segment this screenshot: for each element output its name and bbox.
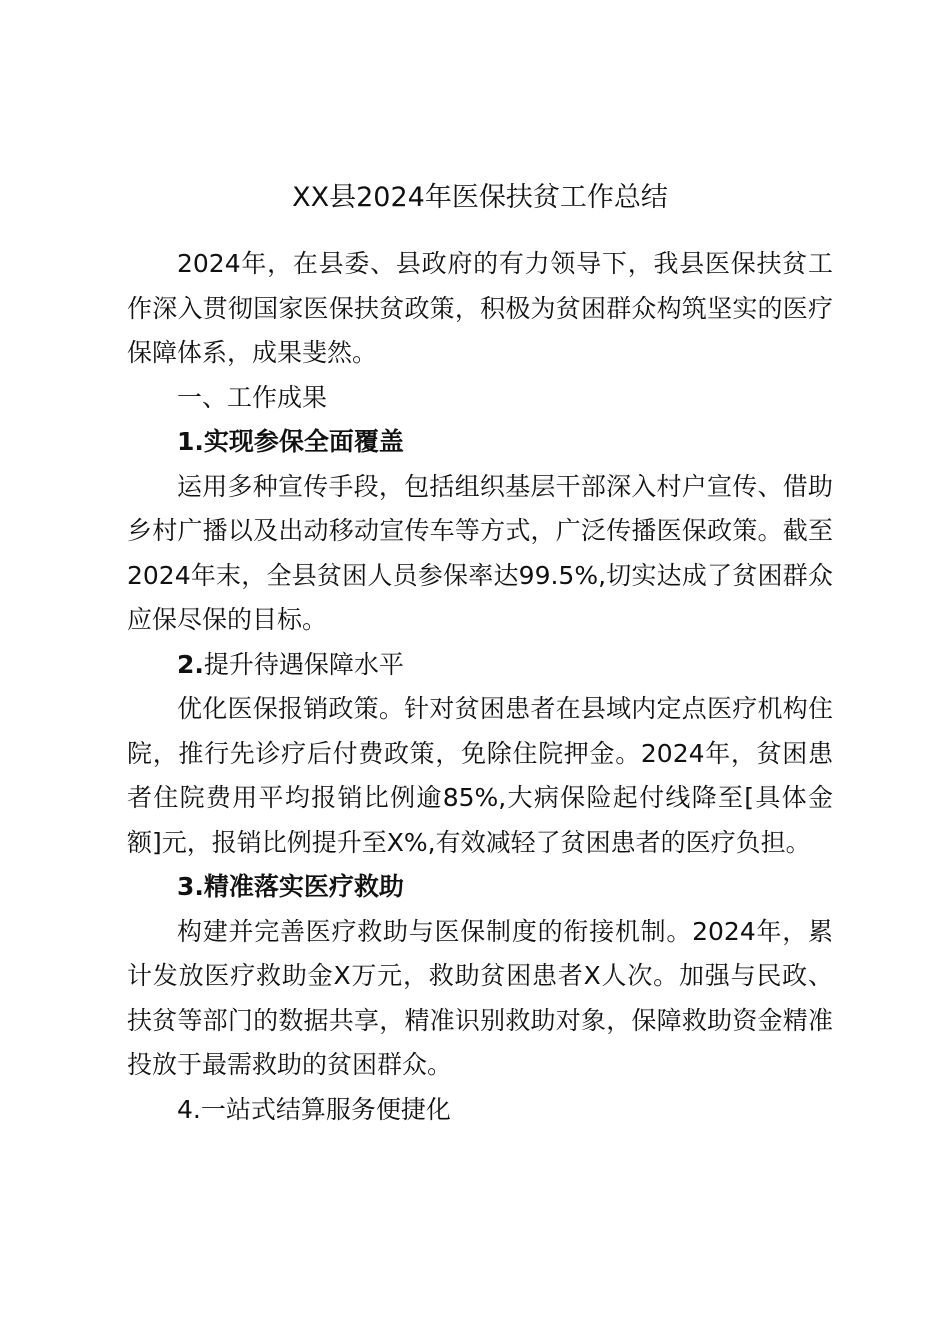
item-body-coverage: 运用多种宣传手段，包括组织基层干部深入村户宣传、借助乡村广播以及出动移动宣传车等方式，广泛传播医保政策。截至2024年末，全县贫困人员参保率达99.5%,切实达成了贫困群众应保尽保的目标。 [127, 471, 833, 634]
item-heading-benefits-text: 提升待遇保障水平 [203, 649, 404, 679]
item-heading-benefits-number: 2. [177, 649, 204, 679]
document-title: XX县2024年医保扶贫工作总结 [292, 182, 668, 213]
item-heading-coverage: 1.实现参保全面覆盖 [177, 427, 404, 456]
section-heading-results: 一、工作成果 [177, 382, 328, 412]
item-heading-settlement: 4.一站式结算服务便捷化 [177, 1094, 451, 1124]
item-body-assistance: 构建并完善医疗救助与医保制度的衔接机制。2024年，累计发放医疗救助金X万元，救助贫困患者X人次。加强与民政、扶贫等部门的数据共享，精准识别救助对象，保障救助资金精准投放于最需救助的贫困群众。 [127, 916, 833, 1079]
document-page [127, 176, 833, 1132]
intro-paragraph: 2024年，在县委、县政府的有力领导下，我县医保扶贫工作深入贯彻国家医保扶贫政策，积极为贫困群众构筑坚实的医疗保障体系，成果斐然。 [127, 249, 833, 367]
item-body-benefits: 优化医保报销政策。针对贫困患者在县域内定点医疗机构住院，推行先诊疗后付费政策，免除住院押金。2024年，贫困患者住院费用平均报销比例逾85%,大病保险起付线降至[具体金额]元，报销比例提升至X%,有效减轻了贫困患者的医疗负担。 [127, 694, 833, 857]
item-heading-benefits [127, 643, 833, 688]
item-heading-assistance: 3.精准落实医疗救助 [177, 872, 404, 901]
